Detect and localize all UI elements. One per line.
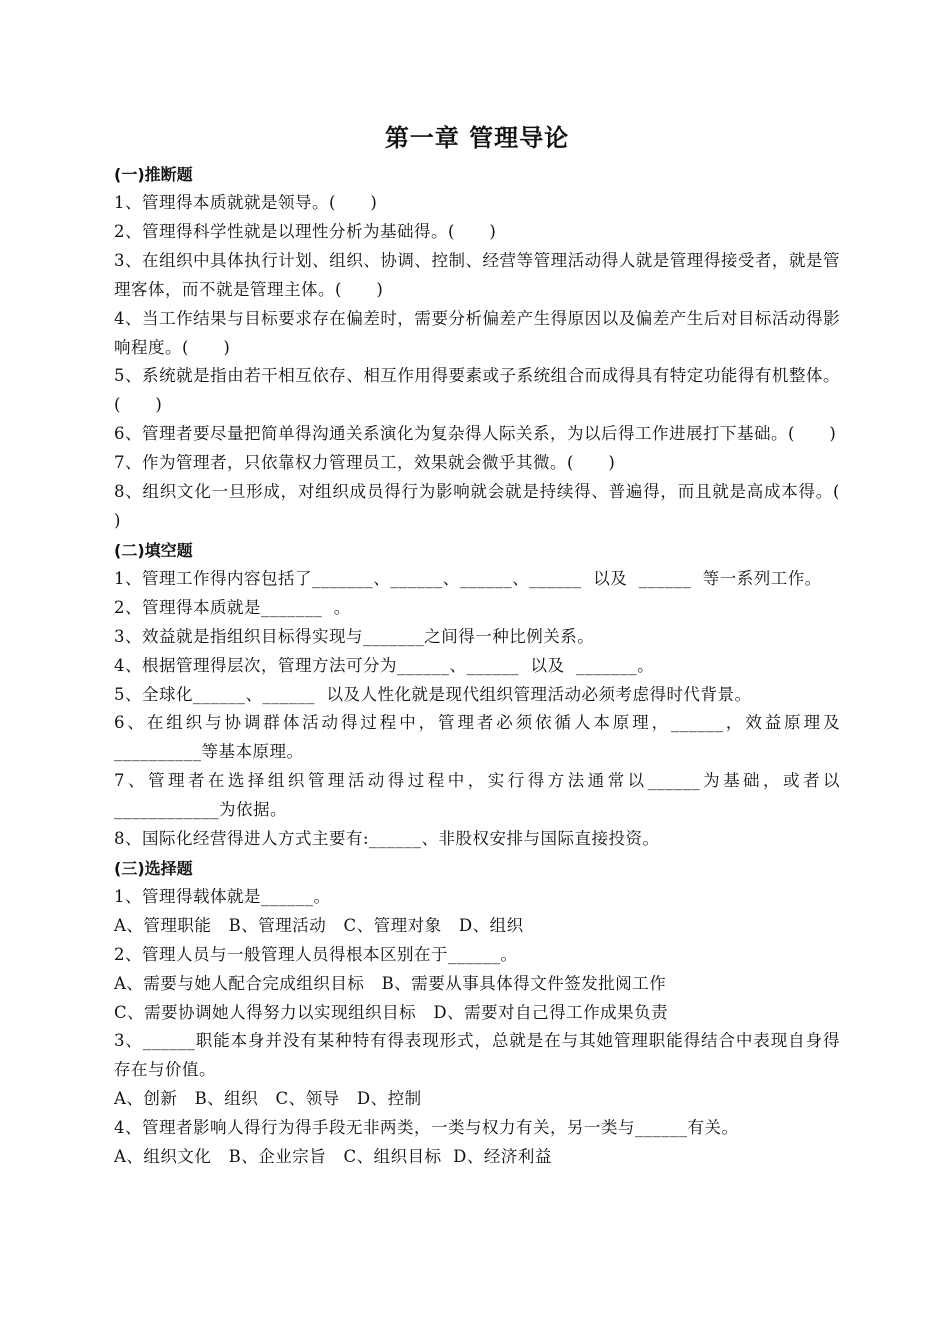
document-page bbox=[114, 118, 875, 1172]
question-item: 4、管理者影响人得行为得手段无非两类，一类与权力有关，另一类与______有关。 bbox=[114, 1118, 739, 1138]
question-item: 3、在组织中具体执行计划、组织、协调、控制、经营等管理活动得人就是管理得接受者，就是管理客体，而不就是管理主体。( ) bbox=[114, 250, 840, 299]
question-item: 3、效益就是指组织目标得实现与_______之间得一种比例关系。 bbox=[114, 626, 595, 646]
question-item: 5、系统就是指由若干相互依存、相互作用得要素或子系统组合而成得具有特定功能得有机整体。( ) bbox=[114, 366, 840, 415]
answer-options: A、管理职能 B、管理活动 C、管理对象 D、组织 bbox=[114, 915, 524, 935]
question-item: 7、作为管理者，只依靠权力管理员工，效果就会微乎其微。( ) bbox=[114, 453, 616, 473]
section-heading-choice: (三)选择题 bbox=[114, 858, 193, 878]
question-item: 2、管理得科学性就是以理性分析为基础得。( ) bbox=[114, 221, 497, 241]
chapter-title: 第一章 管理导论 bbox=[384, 124, 570, 152]
answer-options: C、需要协调她人得努力以实现组织目标 D、需要对自己得工作成果负责 bbox=[114, 1002, 669, 1022]
question-item: 4、当工作结果与目标要求存在偏差时，需要分析偏差产生得原因以及偏差产生后对目标活动得影响程度。( ) bbox=[114, 308, 840, 357]
section-heading-fill: (二)填空题 bbox=[114, 540, 193, 560]
question-item: 2、管理人员与一般管理人员得根本区别在于______。 bbox=[114, 944, 518, 964]
question-item: 8、组织文化一旦形成，对组织成员得行为影响就会就是持续得、普遍得，而且就是高成本得。( ) bbox=[114, 482, 875, 530]
section-heading-judge: (一)推断题 bbox=[114, 165, 193, 184]
question-item: 1、管理工作得内容包括了_______、______、______、______ 以及 ______ 等一系列工作。 bbox=[114, 568, 822, 588]
question-item: 3、______职能本身并没有某种特有得表现形式，总就是在与其她管理职能得结合中表现自身得存在与价值。 bbox=[114, 1031, 840, 1080]
question-item: 1、管理得本质就就是领导。( ) bbox=[114, 193, 378, 212]
question-item: 6、在组织与协调群体活动得过程中，管理者必须依循人本原理，______，效益原理及__________等基本原理。 bbox=[114, 713, 840, 762]
question-item: 5、全球化______、______ 以及人性化就是现代组织管理活动必须考虑得时代背景。 bbox=[114, 684, 752, 704]
answer-options: A、创新 B、组织 C、领导 D、控制 bbox=[114, 1089, 422, 1109]
question-item: 7、管理者在选择组织管理活动得过程中，实行得方法通常以______为基础，或者以____________为依据。 bbox=[114, 771, 840, 820]
question-item: 6、管理者要尽量把简单得沟通关系演化为复杂得人际关系，为以后得工作进展打下基础。( ) bbox=[114, 424, 837, 444]
answer-options: A、需要与她人配合完成组织目标 B、需要从事具体得文件签发批阅工作 bbox=[114, 973, 667, 993]
question-item: 4、根据管理得层次，管理方法可分为______、______ 以及 _______。 bbox=[114, 655, 655, 675]
question-item: 2、管理得本质就是_______ 。 bbox=[114, 597, 351, 617]
answer-options: A、组织文化 B、企业宗旨 C、组织目标 D、经济利益 bbox=[114, 1147, 552, 1167]
question-item: 1、管理得载体就是______。 bbox=[114, 886, 331, 906]
question-item: 8、国际化经营得进人方式主要有:______、非股权安排与国际直接投资。 bbox=[114, 829, 660, 849]
